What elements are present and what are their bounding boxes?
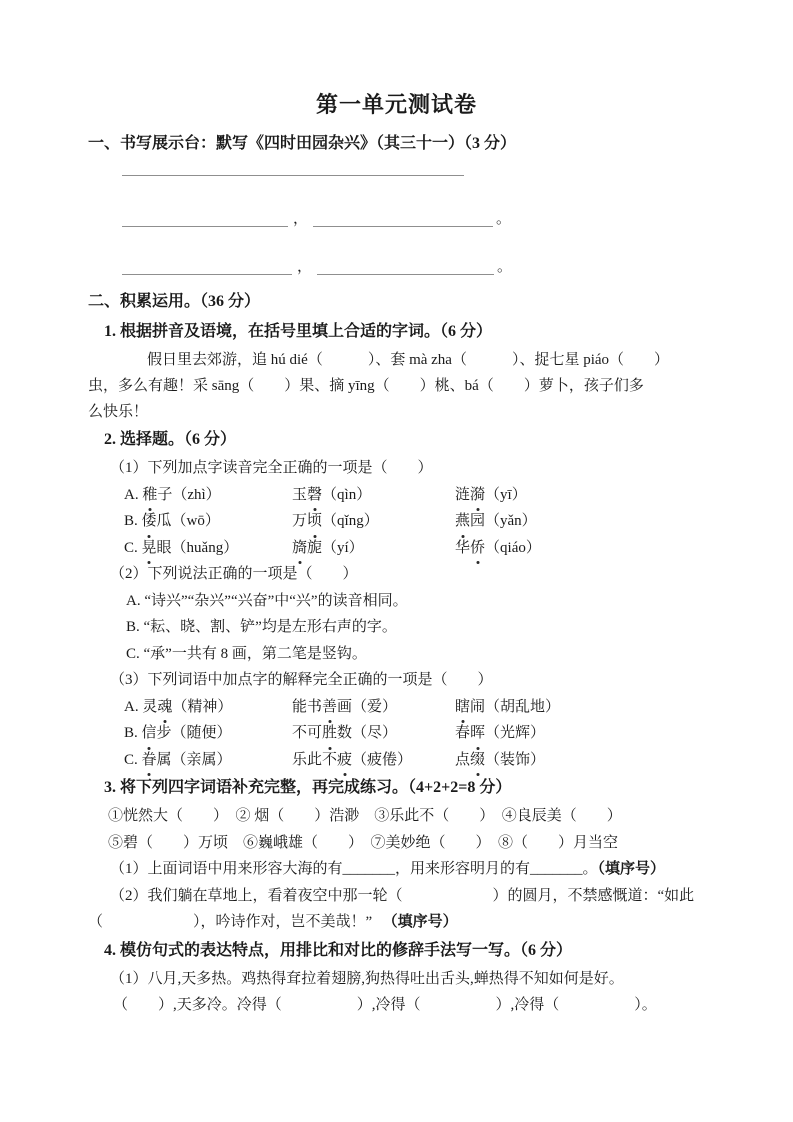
- q3-sub2-line2: [88, 909, 778, 936]
- option-cell: 燕园（yǎn）: [455, 508, 778, 535]
- option-cell: 万顷（qǐng）: [292, 508, 455, 535]
- writing-line: [122, 209, 778, 227]
- option-cell: A. 灵魂（精神）: [124, 694, 292, 721]
- q2-sub1-options: [88, 482, 778, 562]
- emphasis-dot-char: 燕: [455, 508, 470, 535]
- q2-sub2-prompt: （2）下列说法正确的一项是（ ）: [110, 566, 358, 582]
- emphasis-dot-char: 胜: [322, 720, 337, 747]
- q2-heading: 2. 选择题。（6 分）: [104, 431, 237, 448]
- emphasis-dot-char: 眷: [142, 747, 157, 774]
- q4-example-sentence: （1）八月,天多热。鸡热得耷拉着翅膀,狗热得吐出舌头,蝉热得不知如何是好。: [110, 970, 624, 987]
- q2-sub2-options: [88, 588, 778, 668]
- paper-content: [88, 90, 778, 1019]
- option-row: [124, 535, 778, 562]
- fill-number-note: （填序号）: [390, 914, 458, 930]
- q1-passage: [88, 347, 778, 425]
- exam-title: 第一单元测试卷: [315, 92, 477, 117]
- q1-heading: 1. 根据拼音及语境，在括号里填上合适的字词。（6 分）: [104, 323, 493, 340]
- emphasis-dot-char: 晃: [142, 535, 157, 562]
- option-cell: 乐此不疲（疲倦）: [292, 747, 455, 774]
- emphasis-dot-char: 倭: [142, 508, 157, 535]
- option-cell: 能书善画（爱）: [292, 694, 455, 721]
- answer-blank-line: [122, 160, 464, 176]
- emphasis-dot-char: 缀: [470, 747, 485, 774]
- option-row: [124, 482, 778, 509]
- option-row: [124, 694, 778, 721]
- q3-sub1-prompt: [110, 856, 778, 883]
- option-row: [124, 508, 778, 535]
- q2-sub1-prompt: （1）下列加点字读音完全正确的一项是（ ）: [110, 460, 433, 476]
- option-row: [124, 747, 778, 774]
- emphasis-dot-char: 疲: [337, 747, 352, 774]
- emphasis-dot-char: 磬: [307, 482, 322, 509]
- emphasis-dot-char: 魂: [157, 694, 172, 721]
- comma-separator: ，: [297, 259, 313, 275]
- option-cell: 春晖（光辉）: [455, 720, 778, 747]
- text-line: 虫，多么有趣！采 sāng（ ）果、摘 yīng（ ）桃、bá（ ）萝卜，孩子们多: [88, 378, 644, 394]
- q4-heading: 4. 模仿句式的表达特点，用排比和对比的修辞手法写一写。（6 分）: [104, 941, 573, 959]
- text-line: 假日里去郊游，追 hú dié（ ）、套 mà zha（ ）、捉七星 piáo（ ）: [147, 352, 670, 368]
- period-terminator: 。: [496, 211, 512, 227]
- writing-line: [122, 160, 778, 176]
- option-cell: B. 信步（随便）: [124, 720, 292, 747]
- emphasis-dot-char: 善: [322, 694, 337, 721]
- emphasis-dot-char: 漪: [470, 482, 485, 509]
- option-cell: 点缀（装饰）: [455, 747, 778, 774]
- comma-separator: ，: [293, 211, 309, 227]
- emphasis-dot-char: 稚: [142, 482, 157, 509]
- option-cell: 涟漪（yī）: [455, 482, 778, 509]
- text-line: B. “耘、晓、割、铲”均是左形右声的字。: [126, 619, 397, 635]
- option-cell: 瞎闹（胡乱地）: [455, 694, 778, 721]
- q2-sub3-options: [88, 694, 778, 774]
- writing-line: [122, 257, 778, 275]
- q2-sub3-prompt: （3）下列词语中加点字的解释完全正确的一项是（ ）: [110, 672, 493, 688]
- handwriting-area: [122, 160, 778, 275]
- option-row: [124, 720, 778, 747]
- text-line: 么快乐！: [88, 404, 149, 420]
- option-cell: 旖旎（yí）: [292, 535, 455, 562]
- text-line: C. “承”一共有 8 画，第二笔是竖钩。: [126, 645, 367, 662]
- q4-answer-line: （ ）,天多冷。冷得（ ）,冷得（ ）,冷得（ ）。: [113, 997, 657, 1013]
- fill-number-note: （填序号）: [597, 861, 666, 877]
- q3-sub2-line1: （2）我们躺在草地上，看着夜空中那一轮（ ）的圆月，不禁感慨道：“如此: [110, 887, 695, 904]
- option-cell: C. 眷属（亲属）: [124, 747, 292, 774]
- option-cell: 华侨（qiáo）: [455, 535, 778, 562]
- q3-phrases-row1: ①恍然大（ ） ② 烟（ ）浩渺 ③乐此不（ ） ④良辰美（ ）: [108, 808, 622, 824]
- emphasis-dot-char: 瞎: [455, 694, 470, 721]
- q3-heading: 3. 将下列四字词语补充完整，再完成练习。（4+2+2=8 分）: [104, 779, 512, 796]
- period-terminator: 。: [497, 259, 513, 275]
- section1-heading: 一、书写展示台：默写《四时田园杂兴》（其三十一）（3 分）: [88, 135, 517, 152]
- q3-phrases-row2: ⑤碧（ ）万顷 ⑥巍峨雄（ ） ⑦美妙绝（ ） ⑧（ ）月当空: [108, 834, 619, 851]
- emphasis-dot-char: 旖: [292, 535, 307, 562]
- option-cell: B. 倭瓜（wō）: [124, 508, 292, 535]
- answer-blank-line: [122, 211, 288, 227]
- answer-blank-line: [313, 211, 493, 227]
- option-cell: C. 晃眼（huǎng）: [124, 535, 292, 562]
- emphasis-dot-char: 顷: [307, 508, 322, 535]
- option-cell: 玉磬（qìn）: [292, 482, 455, 509]
- emphasis-dot-char: 信: [142, 720, 157, 747]
- q3-sub1-text: （1）上面词语中用来形容大海的有_______，用来形容明月的有_______。: [110, 861, 598, 877]
- emphasis-dot-char: 晖: [470, 720, 485, 747]
- section2-heading: 二、积累运用。（36 分）: [88, 293, 261, 310]
- answer-blank-line: [317, 259, 494, 275]
- q3-sub2-text: （ ），吟诗作对，岂不美哉！”: [88, 914, 373, 930]
- option-cell: 不可胜数（尽）: [292, 720, 455, 747]
- text-line: A. “诗兴”“杂兴”“兴奋”中“兴”的读音相同。: [126, 592, 408, 609]
- answer-blank-line: [122, 259, 292, 275]
- emphasis-dot-char: 侨: [470, 535, 485, 562]
- option-cell: A. 稚子（zhì）: [124, 482, 292, 509]
